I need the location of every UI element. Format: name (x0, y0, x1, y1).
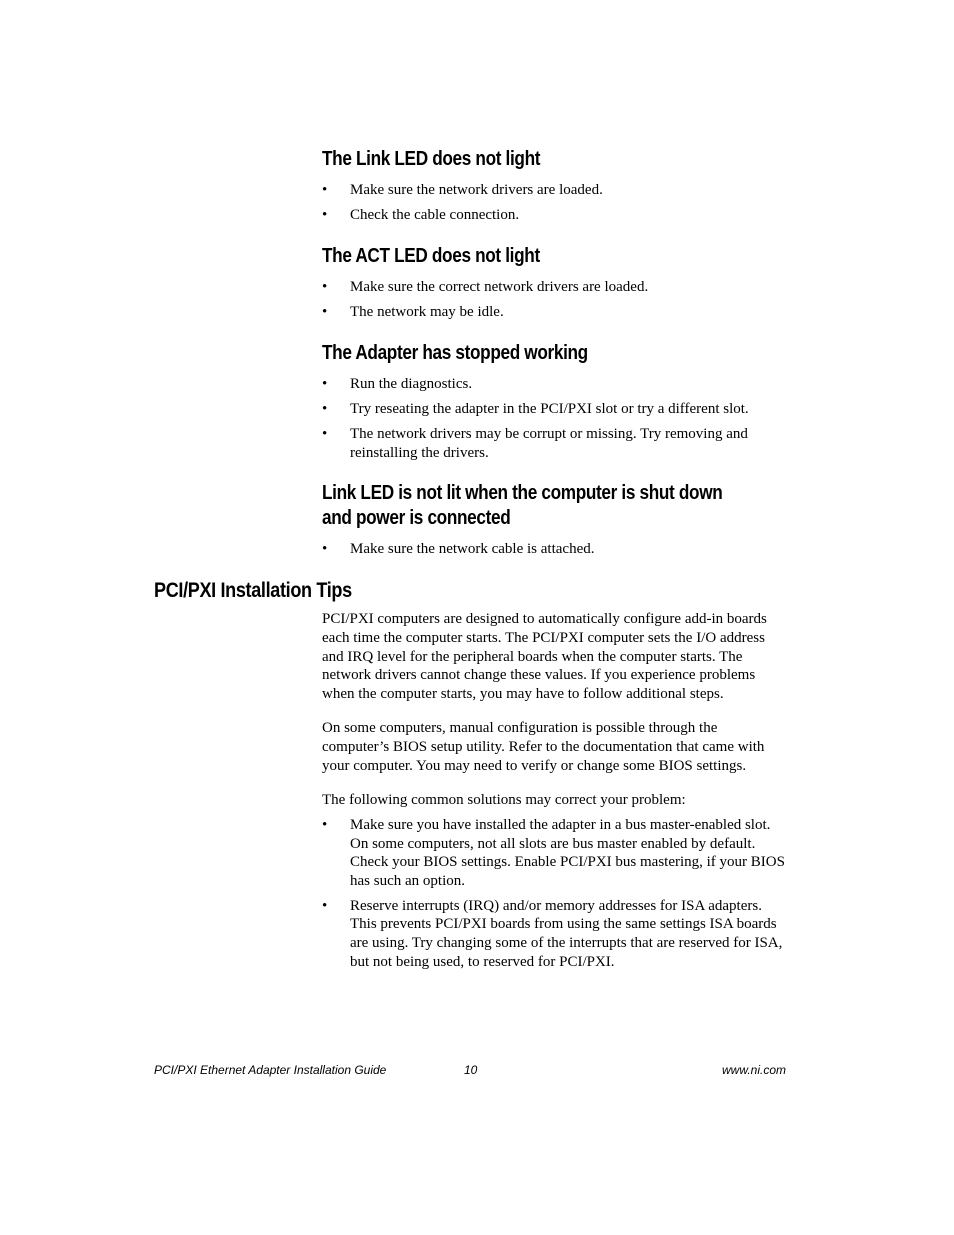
footer-document-title: PCI/PXI Ethernet Adapter Installation Guide (154, 1063, 387, 1077)
list-item: • Reserve interrupts (IRQ) and/or memory addresses for ISA adapters. This prevents PCI/PXI boards from using the same settings ISA boards are using. Try changing some of the interrupts that are reserved for ISA, but not being used, to reserved for PCI/PXI. (322, 897, 783, 970)
list-item: • Make sure the network drivers are loaded. (322, 182, 603, 198)
list-item: • Make sure the correct network drivers are loaded. (322, 279, 649, 295)
bullet-icon: • (322, 207, 328, 224)
list-item: • Make sure the network cable is attached. (322, 541, 595, 557)
bullet-list-adapter-stopped (322, 375, 787, 469)
section-heading-adapter-stopped: The Adapter has stopped working (322, 342, 588, 364)
list-item: • The network may be idle. (322, 304, 504, 321)
tips-paragraph-3: The following common solutions may correct your problem: (322, 792, 686, 808)
bullet-icon: • (322, 817, 328, 833)
bullet-list-link-led-shutdown (322, 540, 787, 565)
bullet-icon: • (322, 401, 328, 418)
bullet-icon: • (322, 304, 328, 321)
bullet-list-act-led (322, 278, 787, 328)
footer-website: www.ni.com (721, 1063, 786, 1077)
list-item: • Run the diagnostics. (322, 376, 473, 392)
tips-paragraph-2: On some computers, manual configuration is possible through the computer’s BIOS setup utility. Refer to the documentation that came with your computer. You may need to verify or change some BIOS settings. (322, 720, 765, 774)
bullet-icon: • (322, 426, 328, 443)
section-heading-link-led-shutdown-line1: Link LED is not lit when the computer is shut down (322, 482, 723, 504)
bullet-icon: • (322, 897, 328, 914)
bullet-icon: • (322, 182, 328, 198)
section-heading-act-led: The ACT LED does not light (322, 245, 540, 267)
section-heading-link-led-shutdown-line2: and power is connected (322, 507, 511, 529)
installation-tips-heading: PCI/PXI Installation Tips (154, 579, 352, 602)
list-item: • Try reseating the adapter in the PCI/PXI slot or try a different slot. (322, 401, 749, 418)
list-item: • The network drivers may be corrupt or missing. Try removing and reinstalling the drivers. (322, 426, 748, 461)
section-heading-link-led: The Link LED does not light (322, 148, 541, 170)
bullet-icon: • (322, 279, 328, 295)
tips-paragraph-1: PCI/PXI computers are designed to automatically configure add-in boards each time the computer starts. The PCI/PXI computer sets the I/O address and IRQ level for the peripheral boards when the computer starts. The network drivers cannot change these values. If you experience problems when the computer starts, you may have to follow additional steps. (322, 611, 767, 703)
bullet-icon: • (322, 541, 328, 557)
list-item: • Make sure you have installed the adapter in a bus master-enabled slot. On some computers, not all slots are bus master enabled by default. Check your BIOS settings. Enable PCI/PXI bus mastering, if your BIOS has such an option. (322, 817, 785, 889)
bullet-list-tips (322, 816, 787, 978)
bullet-list-link-led (322, 181, 787, 231)
list-item: • Check the cable connection. (322, 207, 520, 224)
footer-page-number: 10 (464, 1063, 478, 1077)
bullet-icon: • (322, 376, 328, 392)
